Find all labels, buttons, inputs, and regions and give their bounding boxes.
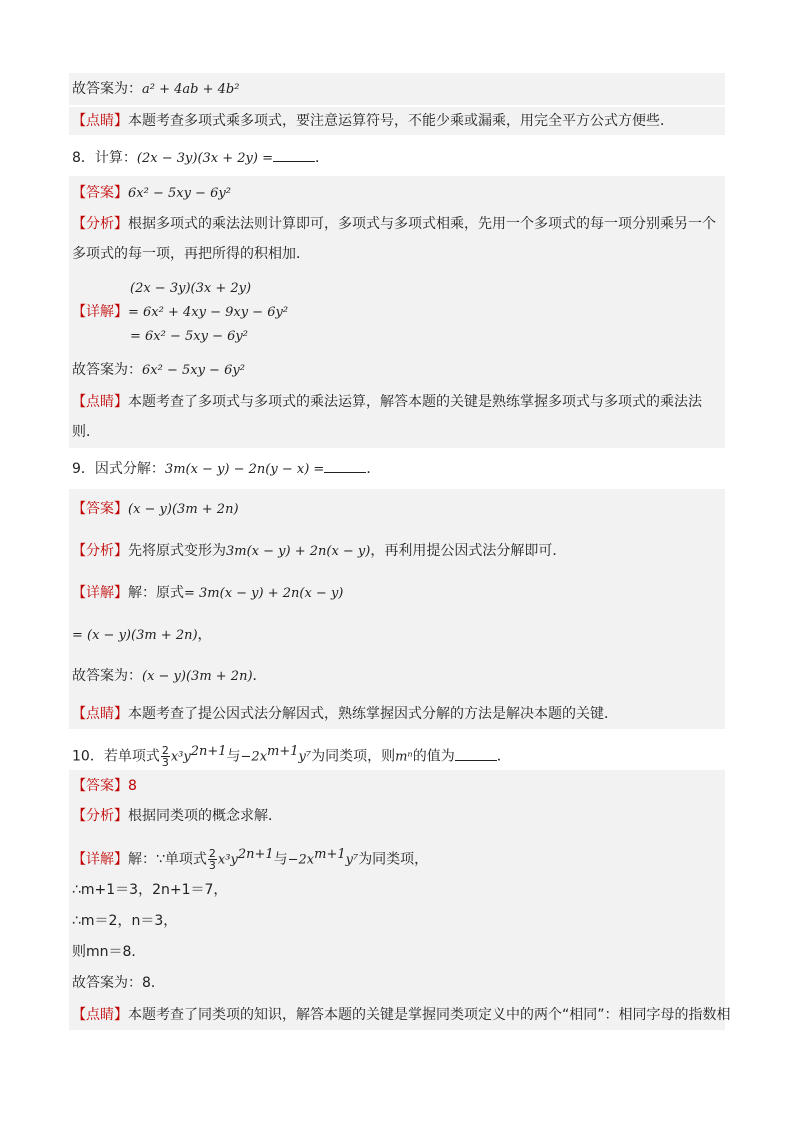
q9-comment: 【点睛】本题考查了提公因式法分解因式，熟练掌握因式分解的方法是解决本题的关键． xyxy=(72,706,618,722)
q9-detail: 【详解】解：原式= 3m(x − y) + 2n(x − y) xyxy=(72,585,344,601)
q10-detail: 【详解】解：∵单项式 $\frac{2}{3}$ $x^3y^{2n+1}$与$-2x^{m+1}y^7$为同类项， xyxy=(72,847,429,873)
q10-step2: ∴m＝2，n＝3， xyxy=(72,913,178,929)
q8-detail-step1: (2x − 3y)(3x + 2y) xyxy=(130,281,252,296)
q9-final-answer: 故答案为：(x − y)(3m + 2n)． xyxy=(72,668,267,684)
q8-answer: 【答案】6x² − 5xy − 6y² xyxy=(72,185,231,201)
q7-comment: 【点睛】本题考查多项式乘多项式，要注意运算符号，不能少乘或漏乘，用完全平方公式方便些． xyxy=(72,113,674,129)
q8-detail-step2: 【详解】= 6x² + 4xy − 9xy − 6y² xyxy=(72,304,289,320)
q8-analysis-line2: 多项式的每一项，再把所得的积相加． xyxy=(72,246,310,262)
answer-blank xyxy=(324,458,366,473)
q8-analysis-line1: 【分析】根据多项式的乘法法则计算即可，多项式与多项式相乘，先用一个多项式的每一项分别乘另一个 xyxy=(72,216,716,232)
q9-analysis: 【分析】先将原式变形为3m(x − y) + 2n(x − y)，再利用提公因式法分解即可． xyxy=(72,543,567,559)
q10-step1: ∴m+1＝3，2n+1＝7， xyxy=(72,882,228,898)
q10-final-answer: 故答案为：8． xyxy=(72,975,165,991)
q9-solution-block xyxy=(69,489,725,729)
fraction: $\frac{2}{3}$ xyxy=(161,744,169,770)
q8-comment-line1: 【点睛】本题考查了多项式与多项式的乘法运算，解答本题的关键是熟练掌握多项式与多项式的乘法法 xyxy=(72,394,702,410)
fraction: $\frac{2}{3}$ xyxy=(208,847,216,873)
q7-final-answer: 故答案为：a² + 4ab + 4b² xyxy=(72,81,240,97)
q10-comment: 【点睛】本题考查了同类项的知识，解答本题的关键是掌握同类项定义中的两个“相同”：相同字母的指数相 xyxy=(72,1007,731,1023)
q8-comment-line2: 则． xyxy=(72,424,100,440)
answer-blank xyxy=(455,746,497,761)
q9-question: 9．因式分解：3m(x − y) − 2n(y − x) = ． xyxy=(72,458,380,480)
q8-question: 8．计算：(2x − 3y)(3x + 2y) = ． xyxy=(72,147,329,169)
q8-detail-step3: = 6x² − 5xy − 6y² xyxy=(130,329,248,344)
q9-detail-step2: = (x − y)(3m + 2n)， xyxy=(72,627,212,643)
answer-blank xyxy=(273,147,315,162)
q10-question: 10．若单项式 $\frac{2}{3}$ $x^3y^{2n+1}$与$-2x^{m+1}y^7$为同类项，则mⁿ的值为 ． xyxy=(72,744,511,770)
q10-analysis: 【分析】根据同类项的概念求解． xyxy=(72,808,282,824)
q9-answer: 【答案】(x − y)(3m + 2n) xyxy=(72,501,239,517)
q10-step3: 则mn＝8． xyxy=(72,944,146,960)
q8-final-answer: 故答案为：6x² − 5xy − 6y² xyxy=(72,362,245,378)
q10-answer: 【答案】8 xyxy=(72,778,137,794)
